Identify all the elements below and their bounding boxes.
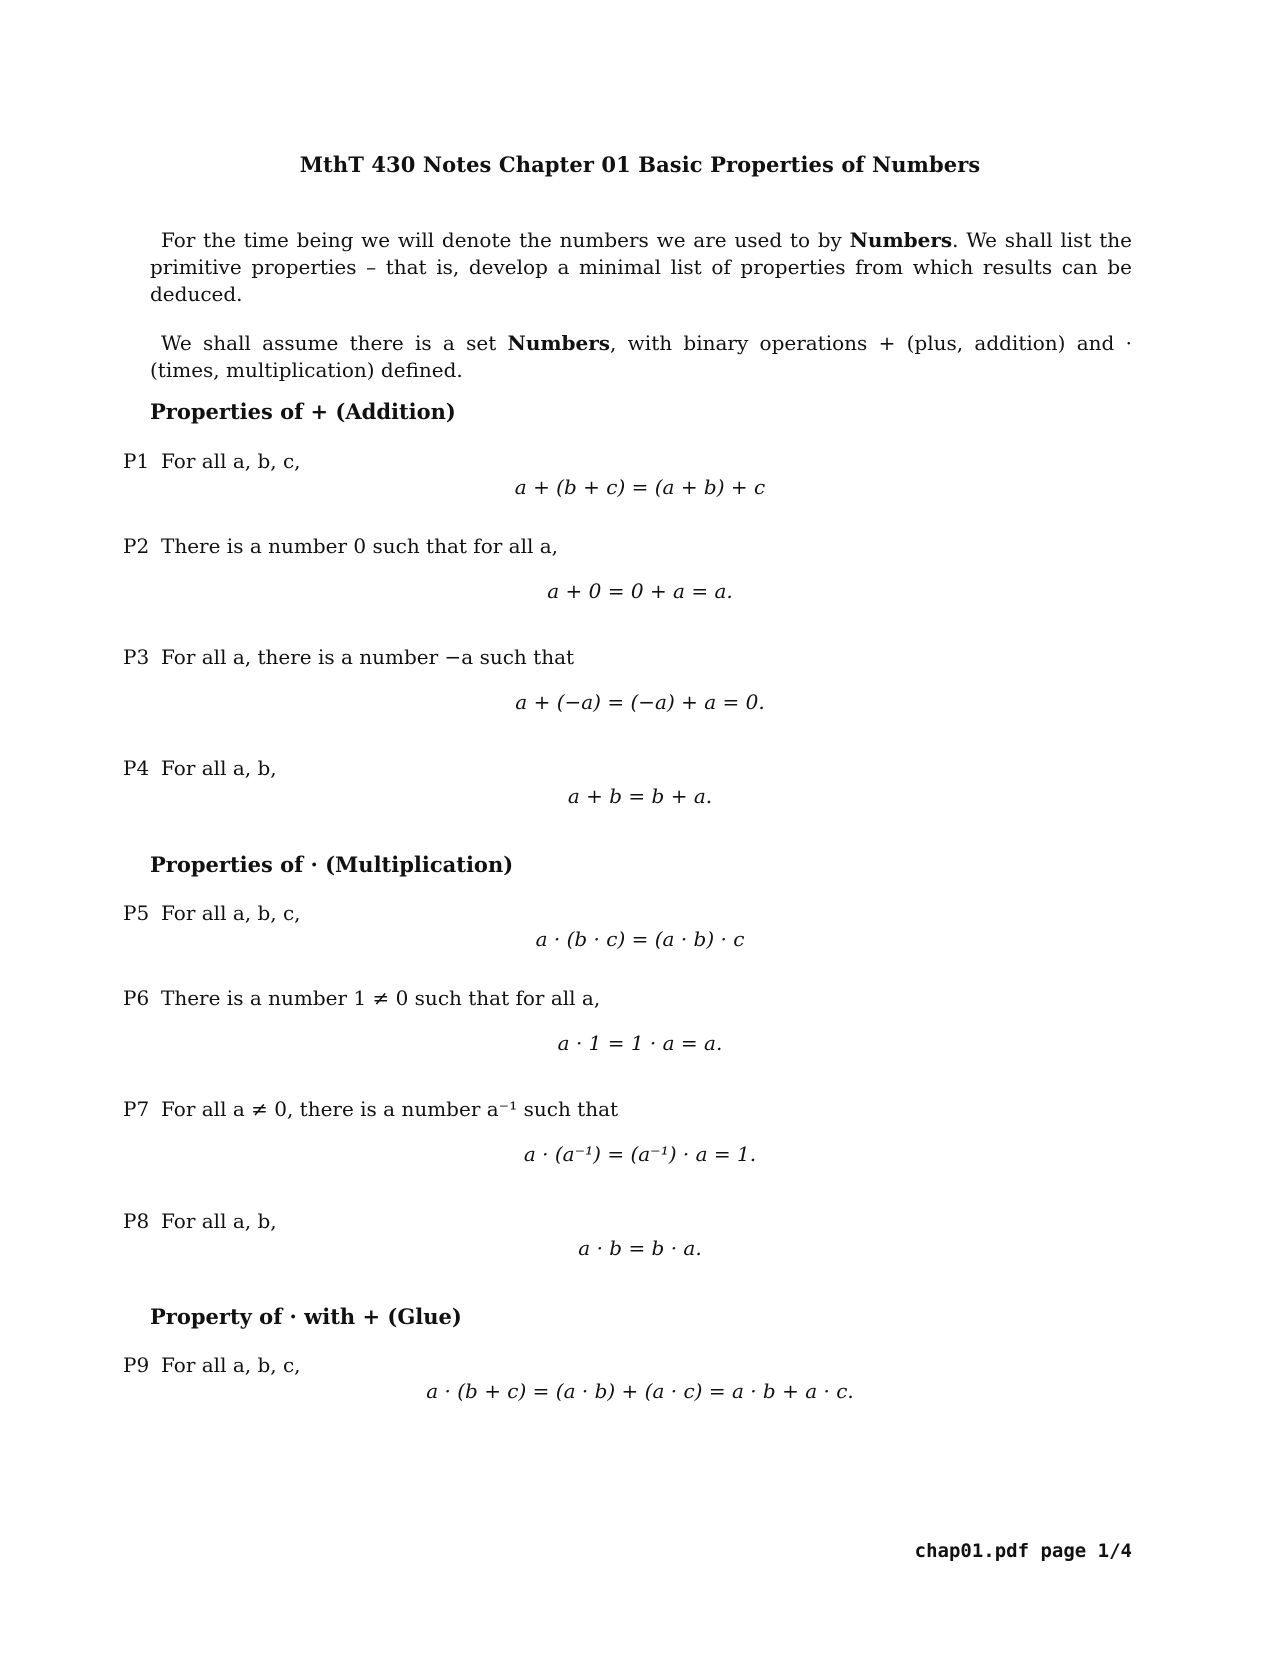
property-label: P4	[123, 756, 150, 780]
property-label: P9	[123, 1353, 150, 1377]
property-text: For all a, b, c,	[161, 1353, 301, 1377]
section-heading-multiplication: Properties of · (Multiplication)	[150, 852, 514, 877]
equation-p9: a · (b + c) = (a · b) + (a · c) = a · b + a · c.	[426, 1379, 854, 1403]
intro-paragraph-1	[150, 227, 1132, 308]
property-text: For all a, b,	[161, 1209, 277, 1233]
page-footer: chap01.pdf page 1/4	[914, 1540, 1132, 1562]
property-p3	[123, 645, 574, 669]
property-p9	[123, 1353, 301, 1377]
property-label: P5	[123, 901, 150, 925]
property-p6	[123, 986, 600, 1010]
intro-text: For the time being we will denote the numbers we are used to by	[161, 228, 850, 252]
intro-bold-term: Numbers	[507, 331, 611, 355]
equation-p8: a · b = b · a.	[578, 1236, 702, 1260]
equation-p2: a + 0 = 0 + a = a.	[547, 579, 733, 603]
equation-p4: a + b = b + a.	[567, 784, 713, 808]
property-text: For all a, there is a number −a such that	[161, 645, 575, 669]
property-label: P1	[123, 449, 150, 473]
intro-text: , with binary operations + (plus, addition) and · (times, multiplication) defined.	[150, 331, 1132, 382]
equation-p5: a · (b · c) = (a · b) · c	[535, 927, 745, 951]
property-label: P6	[123, 986, 150, 1010]
page-title: MthT 430 Notes Chapter 01 Basic Properties of Numbers	[299, 152, 981, 177]
equation-p7: a · (a⁻¹) = (a⁻¹) · a = 1.	[523, 1142, 757, 1166]
property-text: For all a ≠ 0, there is a number a⁻¹ such that	[161, 1097, 619, 1121]
section-heading-addition: Properties of + (Addition)	[150, 399, 456, 424]
section-heading-glue: Property of · with + (Glue)	[150, 1304, 462, 1329]
property-label: P3	[123, 645, 150, 669]
property-label: P7	[123, 1097, 150, 1121]
property-p2	[123, 534, 558, 558]
property-p1	[123, 449, 301, 473]
property-p5	[123, 901, 301, 925]
equation-p6: a · 1 = 1 · a = a.	[557, 1031, 723, 1055]
property-label: P2	[123, 534, 150, 558]
property-text: There is a number 1 ≠ 0 such that for all a,	[161, 986, 601, 1010]
property-p8	[123, 1209, 277, 1233]
property-text: For all a, b, c,	[161, 901, 301, 925]
intro-text: . We shall list the primitive properties – that is, develop a minimal list of properties from which results can be deduced.	[150, 228, 1132, 306]
intro-paragraph-2	[150, 330, 1132, 384]
equation-p1: a + (b + c) = (a + b) + c	[514, 475, 766, 499]
property-p4	[123, 756, 277, 780]
property-label: P8	[123, 1209, 150, 1233]
intro-bold-term: Numbers	[849, 228, 953, 252]
property-text: For all a, b,	[161, 756, 277, 780]
equation-p3: a + (−a) = (−a) + a = 0.	[515, 690, 765, 714]
property-p7	[123, 1097, 618, 1121]
intro-text: We shall assume there is a set	[161, 331, 508, 355]
property-text: For all a, b, c,	[161, 449, 301, 473]
property-text: There is a number 0 such that for all a,	[161, 534, 559, 558]
